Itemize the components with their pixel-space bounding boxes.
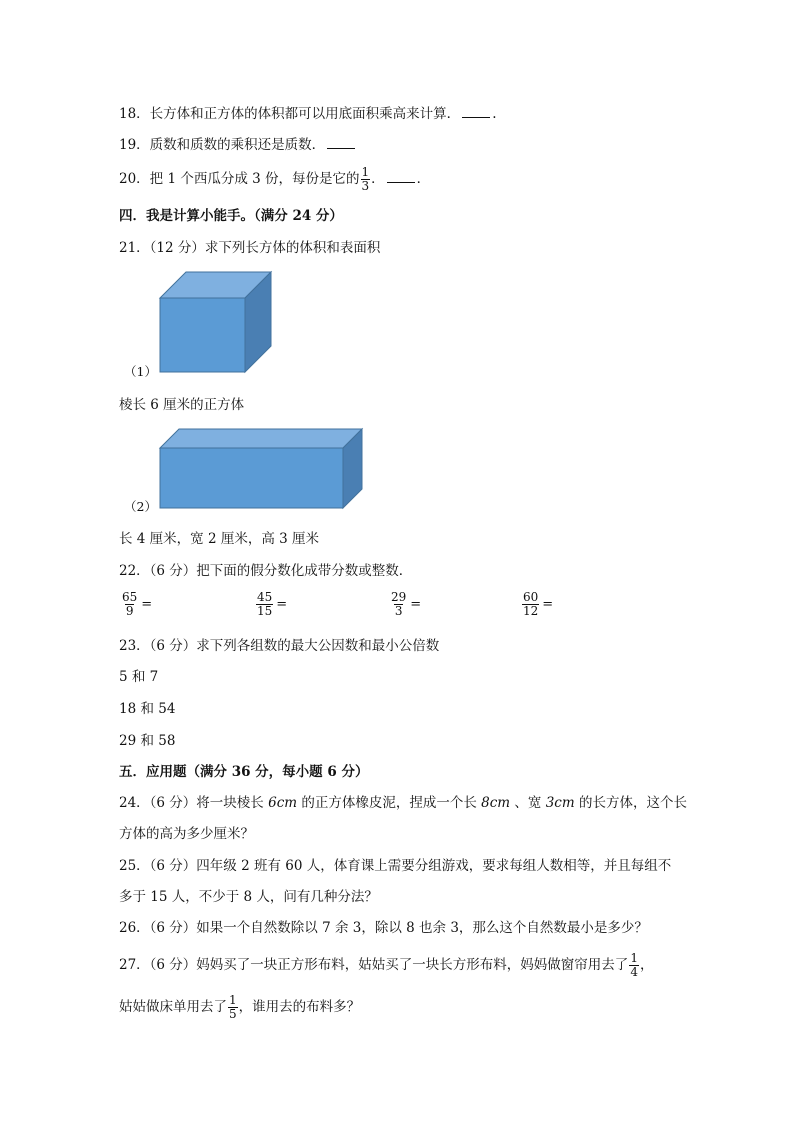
equals-sign: =	[410, 597, 422, 612]
caption-cube: 棱长 6 厘米的正方体	[119, 397, 245, 413]
fraction-one-third	[361, 166, 371, 193]
cube-figure	[150, 268, 280, 378]
question-25-line-2: 多于 15 人，不少于 8 人，问有几种分法？	[119, 889, 378, 905]
number-pair-2: 18 和 54	[119, 701, 176, 717]
fraction-numerator: 1	[630, 951, 638, 965]
cuboid-front-face	[160, 448, 343, 508]
equals-sign: =	[141, 597, 153, 612]
fraction-numerator: 29	[391, 590, 407, 604]
improper-fraction-1	[120, 591, 152, 618]
fraction-numerator: 60	[523, 590, 539, 604]
question-27-part: 27．（6 分）妈妈买了一块正方形布料，姑姑买了一块长方形布料，妈妈做窗帘用去了	[119, 957, 629, 973]
question-27-part: ，谁用去的布料多？	[238, 999, 361, 1015]
measure-6cm: 6cm	[268, 795, 298, 811]
fraction-denominator: 12	[523, 604, 539, 618]
caption-cuboid: 长 4 厘米，宽 2 厘米，高 3 厘米	[119, 531, 320, 547]
fraction-denominator: 3	[394, 604, 403, 618]
equals-sign: =	[542, 597, 554, 612]
question-21-text: 21．（12 分）求下列长方体的体积和表面积	[119, 240, 381, 256]
fraction-numerator: 1	[361, 165, 370, 179]
section-4-title: 四．我是计算小能手。（满分 24 分）	[119, 208, 343, 224]
question-27-line-1	[119, 952, 653, 979]
question-22-text: 22．（6 分）把下面的假分数化成带分数或整数．	[119, 563, 413, 579]
number-pair-1: 5 和 7	[119, 669, 159, 685]
fraction-numerator: 45	[257, 590, 273, 604]
fraction-one-fifth	[228, 994, 238, 1021]
cube-front-face	[160, 298, 245, 372]
question-26-text: 26．（6 分）如果一个自然数除以 7 余 3，除以 8 也余 3，那么这个自然数最小是多少？	[119, 920, 648, 936]
answer-blank-18[interactable]	[462, 103, 490, 118]
number-pair-3: 29 和 58	[119, 733, 176, 749]
question-18-text: 18．长方体和正方体的体积都可以用底面积乘高来计算．	[119, 106, 461, 122]
section-5-title: 五．应用题（满分 36 分，每小题 6 分）	[119, 764, 369, 780]
equals-sign: =	[276, 597, 288, 612]
question-27-part: ，	[639, 957, 654, 973]
fraction-denominator: 15	[257, 604, 273, 618]
measure-3cm: 3cm	[545, 795, 575, 811]
question-23-text: 23．（6 分）求下列各组数的最大公因数和最小公倍数	[119, 638, 440, 654]
figure-label-2: （2）	[124, 499, 157, 514]
question-27-line-2	[119, 994, 360, 1021]
figure-label-1: （1）	[124, 364, 157, 379]
cuboid-top-face	[160, 429, 362, 448]
improper-fraction-2	[255, 591, 287, 618]
question-24-part: 24．（6 分）将一块棱长	[119, 795, 269, 811]
question-24-line-1	[119, 793, 687, 813]
fraction-numerator: 65	[122, 590, 138, 604]
question-27-part: 姑姑做床单用去了	[119, 999, 227, 1015]
improper-fraction-3	[389, 591, 421, 618]
improper-fraction-4	[521, 591, 553, 618]
question-19-text: 19．质数和质数的乘积还是质数．	[119, 137, 326, 153]
question-24-part: 、宽	[510, 795, 546, 811]
answer-blank-20[interactable]	[387, 168, 415, 183]
answer-blank-19[interactable]	[327, 134, 355, 149]
fraction-denominator: 3	[361, 179, 370, 193]
question-25-line-1: 25．（6 分）四年级 2 班有 60 人，体育课上需要分组游戏，要求每组人数相等，并且每组不	[119, 858, 672, 874]
question-20-text: 20．把 1 个西瓜分成 3 份，每份是它的	[119, 171, 360, 187]
question-18-tail: .	[492, 106, 497, 122]
cuboid-figure	[150, 424, 370, 512]
fraction-denominator: 5	[229, 1007, 237, 1021]
question-20-tail: ．	[371, 171, 385, 187]
question-20: 20．把 1 个西瓜分成 3 份，每份是它的 $\frac{1}{3}$ ． ．	[119, 165, 431, 193]
question-24-line-2: 方体的高为多少厘米？	[119, 826, 254, 842]
measure-8cm: 8cm	[481, 795, 511, 811]
fraction-one-quarter	[629, 952, 639, 979]
fraction-denominator: 9	[125, 604, 134, 618]
fraction-denominator: 4	[630, 965, 638, 979]
question-24-part: 的长方体，这个长	[574, 795, 687, 811]
question-19	[119, 134, 357, 155]
question-18	[119, 103, 496, 124]
fraction-numerator: 1	[229, 993, 237, 1007]
question-24-part: 的正方体橡皮泥，捏成一个长	[297, 795, 482, 811]
